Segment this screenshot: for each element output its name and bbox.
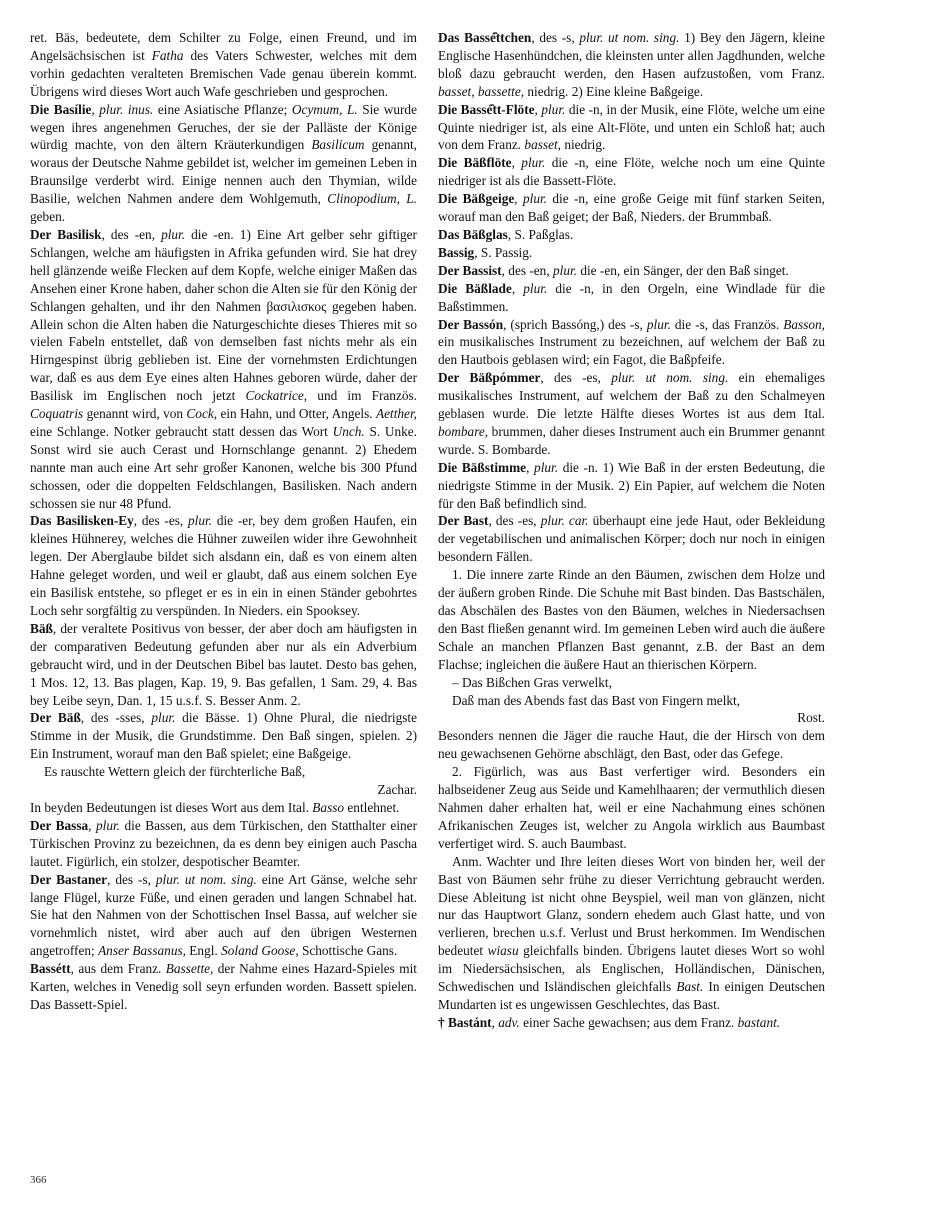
entry-text: eine Art Gänse, welche sehr lange Flügel, kurze Füße, und einen geraden und langen Schnabel hat. Sie hat den Nahmen von der Schottischen Insel Bassa, auf welcher sie vornehmlich nistet, wird aber auch auf den übrigen Westernen angetroffen; — [30, 871, 417, 959]
entry-text: ret. Bäs, bedeutete, dem Schilter zu Folge, einen Freund, und im Angelsächsischen ist — [30, 30, 417, 63]
entry-text: einer Sache gewachsen; aus dem Franz. — [519, 1014, 738, 1030]
entry-text: , des -es, — [133, 513, 189, 529]
entry-text: niedrig. — [561, 137, 606, 153]
italic-term: adv. — [498, 1014, 520, 1030]
entry-text: , — [534, 101, 542, 117]
entry-text: Daß man des Abends fast das Bast von Fingern melkt, — [452, 692, 741, 708]
entry-text: ein Hahn, und Otter, Angels. — [217, 406, 376, 422]
headword: Der Bassist — [438, 262, 502, 278]
entry-text: , — [526, 459, 535, 475]
dictionary-entry — [30, 960, 417, 1014]
dictionary-entry — [30, 871, 417, 961]
entry-text: die -n, in der Musik, eine Flöte, welche um eine Quinte niedriger ist, als eine Alt-Flöte, und unten ein Schloß hat; auch von dem Franz. — [438, 101, 825, 153]
entry-text: , — [91, 101, 100, 117]
entry-text: , — [491, 1014, 499, 1030]
entry-text: , des -s, — [531, 30, 580, 45]
sub-paragraph — [438, 566, 825, 673]
entry-text: Zachar. — [377, 782, 417, 798]
dictionary-entry — [438, 190, 825, 226]
italic-term: Clinopodium, L. — [327, 191, 417, 207]
dictionary-entry — [30, 29, 417, 101]
italic-term: Bast. — [676, 979, 704, 995]
dictionary-entry — [438, 262, 825, 280]
entry-text: eine Asiatische Pflanze; — [153, 101, 292, 117]
italic-term: plur. — [541, 101, 566, 117]
entry-text: die -n, eine große Geige mit fünf starken Seiten, worauf man den Baß geiget; der Baß, Nieders. der Brummbaß. — [438, 191, 825, 225]
italic-term: plur. ut nom. sing. — [611, 370, 729, 386]
headword: Der Basilisk — [30, 226, 102, 242]
italic-term: Soland Goose, — [221, 943, 299, 959]
entry-text: , — [511, 280, 524, 296]
entry-text: Rost. — [797, 710, 825, 726]
italic-term: plur. — [646, 316, 671, 332]
italic-term: basset, bassette, — [438, 83, 525, 99]
headword: Die Basílie — [30, 101, 92, 117]
headword: Die Bäßflöte — [438, 155, 512, 171]
dictionary-entry — [30, 817, 417, 871]
dictionary-entry — [438, 512, 825, 566]
italic-term: Bassette, — [165, 961, 214, 977]
verse-quote — [438, 692, 825, 710]
entry-text: – Das Bißchen Gras verwelkt, — [452, 674, 612, 690]
italic-term: plur. inus. — [99, 101, 154, 117]
entry-text: 2. Figürlich, was aus Bast verfertiger wird. Besonders ein halbseidener Zeug aus Seide und Kamehlhaaren; der vermuthlich diesen Nahmen daher erhalten hat, weil er eine Nachahmung eines schönen Afrikanischen Zeuges ist, welcher zu Angola wirklich aus Baumbast verfertiget wird. S. auch Baumbast. — [438, 764, 825, 851]
entry-text: brummen, daher dieses Instrument auch ein Brummer genannt wurde. S. Bombarde. — [438, 423, 825, 457]
headword: Das Bäßglas — [438, 226, 508, 242]
entry-text: , des -es, — [488, 513, 541, 529]
entry-text: überhaupt eine jede Haut, oder Bekleidung der vegetabilischen und animalischen Körper; doch nur noch in einigen besondern Fällen. — [438, 513, 825, 565]
page-number: 366 — [30, 1174, 47, 1186]
entry-text: gleichfalls binden. Übrigens lautet dieses Wort so wohl im Niedersächsischen, als Englischen, Holländischen, Dänischen, Schwedischen und Isländischen gleichfalls — [438, 943, 825, 995]
entry-text: entlehnet. — [344, 799, 400, 815]
entry-text: , des -sses, — [80, 710, 152, 726]
dictionary-entry — [438, 244, 825, 262]
entry-text: die -n, in den Orgeln, eine Windlade für die Baßstimmen. — [438, 280, 825, 314]
entry-text: , S. Paßglas. — [507, 226, 574, 242]
italic-term: wiasu — [487, 943, 519, 959]
entry-text: ein ehemaliges musikalisches Instrument, auf welchem der Baß zu den Schalmeyen geblasen wurde. Die letzte Hälfte dieses Wortes ist aus dem Ital. — [438, 370, 826, 422]
italic-term: plur. ut nom. sing. — [155, 871, 257, 887]
entry-text: , des -es, — [540, 370, 612, 386]
headword: Das Bassé̂ttchen — [438, 30, 532, 45]
entry-text: In beyden Bedeutungen ist dieses Wort aus dem Ital. — [30, 799, 313, 815]
entry-text: , des -en, — [101, 226, 162, 242]
italic-term: plur. — [522, 191, 548, 207]
entry-text: Anm. Wachter und Ihre leiten dieses Wort von binden her, weil der Bast von Bäumen sehr frühe zu dieser Verrichtung gebraucht werden. Diese Ableitung ist nicht ohne Beyspiel, weil man von glänzen, nicht nur das Hauptwort Glanz, sondern ehedem auch Glast hatte, und von verlieren, brechen u.s.f. Verlust und Brust herkommen. Im Wendischen bedeutet — [438, 853, 825, 959]
italic-term: Basson, — [783, 316, 825, 332]
italic-term: plur. — [95, 817, 121, 833]
italic-term: Basilicum — [311, 137, 365, 153]
headword: Der Bäßpómmer — [438, 370, 541, 386]
quote-attribution — [30, 781, 417, 799]
entry-text: Engl. — [185, 943, 222, 959]
entry-text: 1) Bey den Jägern, kleine Englische Hasenhündchen, die kleinsten unter allen Jagdhunden, welche bloß dazu gebraucht werden, den Hasen aufzustoßen, vom Franz. — [438, 30, 825, 81]
headword: Die Bäßstimme — [438, 459, 527, 475]
entry-text: Sie wurde wegen ihres angenehmen Geruches, der sie der Palläste der Könige würdig machte, von den ältern Kräuterkundigen — [30, 101, 417, 153]
italic-term: plur. ut nom. sing. — [579, 30, 680, 45]
headword: Bassig — [438, 244, 475, 260]
entry-text: In einigen Deutschen Mundarten ist es ungewissen Geschlechtes, das Bast. — [438, 979, 825, 1012]
italic-term: bastant. — [737, 1014, 781, 1030]
italic-term: plur. — [534, 459, 559, 475]
headword: Der Bassa — [30, 817, 89, 833]
dictionary-entry — [438, 1014, 825, 1032]
entry-text: , des -en, — [501, 262, 553, 278]
entry-text: niedrig. 2) Eine kleine Baßgeige. — [524, 83, 704, 99]
italic-term: plur. — [151, 710, 176, 726]
entry-text: , (sprich Bassóng,) des -s, — [503, 316, 647, 332]
quote-attribution — [438, 709, 825, 727]
headword: Bäß — [30, 620, 53, 636]
italic-term: Aetther, — [375, 406, 417, 422]
dictionary-entry — [438, 29, 825, 101]
headword: Die Bäßgeige — [438, 191, 515, 207]
entry-text: genannt wird, von — [83, 406, 187, 422]
dictionary-entry — [438, 226, 825, 244]
headword: Der Bassón — [438, 316, 504, 332]
entry-text: der Nahme eines Hazard-Spieles mit Karten, welches in Venedig soll seyn erfunden worden. Bassett spielen. Das Bassett-Spiel. — [30, 961, 417, 1012]
italic-term: plur. — [188, 513, 213, 529]
italic-term: Anser Bassanus, — [98, 943, 186, 959]
entry-text: die -er, bey dem großen Haufen, ein kleines Hühnerey, welches die Hühner zuweilen wider ihre Gewohnheit legen. Der Aberglaube bildet sich alsdann ein, daß es von einem alten Hahne geleget worden, und weil er glaubt, daß aus einem solchen Eye ein Basilisk entstehe, so pfleget er es in ein in einen Ständer gebohrtes Loch sehr sorgfältig zu verspünden. In Nieders. ein Spooksey. — [30, 513, 417, 618]
dictionary-entry — [30, 101, 417, 226]
entry-text: ein musikalisches Instrument zu bezeichnen, auf welchem der Baß zu den Hautbois geblasen wird; ein Fagot, die Baßpfeife. — [438, 334, 825, 368]
dictionary-entry — [438, 459, 825, 513]
headword: Der Bast — [438, 513, 489, 529]
italic-term: Cock, — [186, 406, 218, 422]
italic-term: bombare, — [438, 423, 489, 439]
italic-term: Fatha — [151, 47, 184, 63]
entry-text: die -en. 1) Eine Art gelber sehr giftiger Schlangen, welche am häufigsten in Afrika gefunden wird. Sie hat drey hell glänzende weiße Flecken auf dem Kopfe, welche einiger Maßen das Ansehen einer Krone haben, daher schon die Alten sie für den König der Schlangen gehalten, und ihr den Nahmen βασιλισκος gegeben haben. Allein schon die Alten haben die Naturgeschichte dieses Thieres mit so vielen Fabeln entstellet, daß von demselben fast nichts mehr als ein Hirngespinst übrig geblieben ist. Eine der vornehmsten Erdichtungen war, daß es aus dem Eye eines alten Hahnes geboren würde, daher der Basilisk im Englischen noch jetzt — [30, 226, 417, 404]
entry-text: , S. Passig. — [474, 244, 533, 260]
entry-text: die -en, ein Sänger, der den Baß singet. — [577, 262, 789, 278]
entry-text: die -n. 1) Wie Baß in der ersten Bedeutung, die niedrigste Stimme in der Musik. 2) Ein Papier, auf welchem die Noten für den Baß befindlich sind. — [438, 459, 825, 511]
entry-text: , aus dem Franz. — [70, 961, 166, 977]
italic-term: plur. — [161, 226, 186, 242]
left-column — [30, 29, 417, 1014]
dictionary-entry — [438, 369, 825, 459]
entry-text: Besonders nennen die Jäger die rauche Haut, die der Hirsch von dem neu gewachsenen Gehörne abschlägt, den Bast, oder das Gefege. — [438, 728, 825, 762]
entry-text: Es rauschte Wettern gleich der fürchterliche Baß, — [44, 764, 306, 780]
entry-text: und im Französ. — [307, 388, 417, 404]
dictionary-entry — [30, 620, 417, 710]
dictionary-entry — [438, 280, 825, 316]
entry-text: , — [514, 191, 523, 207]
italic-term: Cockatrice, — [245, 388, 308, 404]
right-column — [438, 29, 825, 1032]
italic-term: Unch. — [332, 423, 365, 439]
entry-text: eine Schlange. Notker gebraucht statt dessen das Wort — [30, 423, 333, 439]
headword: Die Bassé̂tt-Flöte — [438, 101, 535, 117]
italic-term: plur. car. — [540, 513, 589, 529]
entry-text: genannt, woraus der Deutsche Nahme gebildet ist, welcher im gemeinen Leben in Braunsilge verderbt wird. Einige nennen auch den Thymian, wilde Basilie, welchen Nahmen andere dem Wohlgemuth, — [30, 137, 417, 207]
dictionary-entry — [438, 154, 825, 190]
headword: Bassétt — [30, 961, 71, 977]
headword: Die Bäßlade — [438, 280, 512, 296]
entry-text: die -n, eine Flöte, welche noch um eine Quinte niedriger ist als die Bassett-Flöte. — [438, 155, 825, 189]
dictionary-entry — [438, 316, 825, 370]
entry-text: die Bassen, aus dem Türkischen, den Statthalter einer Türkischen Provinz zu bezeichnen, da es denn bey einigen auch Pascha lautet. Figürlich, ein stolzer, despotischer Beamter. — [30, 817, 418, 869]
verse-quote — [438, 674, 825, 692]
italic-term: plur. — [552, 262, 578, 278]
italic-term: Coquatris — [30, 406, 84, 422]
sub-paragraph — [438, 853, 825, 1014]
italic-term: basset, — [524, 137, 561, 153]
entry-text: Schottische Gans. — [298, 943, 398, 959]
italic-term: plur. — [523, 280, 548, 296]
headword: Der Bastaner — [30, 871, 108, 887]
entry-text: die -s, das Französ. — [670, 316, 784, 332]
entry-text: 1. Die innere zarte Rinde an den Bäumen, zwischen dem Holze und der äußern groben Rinde. Die Schuhe mit Bast binden. Das Bastschälen, das Abschälen des Bastes von den Bäumen, welches in Niedersachsen den Bast fließen genannt wird. Im gemeinen Leben wird auch die äußere Schale an manchen Pflanzen Bast genannt, z.B. der Bast an dem Flachse; ingleichen die äußere Haut an thierischen Körpern. — [438, 567, 825, 672]
sub-paragraph — [438, 763, 825, 853]
entry-text: , — [88, 817, 96, 833]
headword: † Bastánt — [438, 1014, 492, 1030]
entry-text: , der veraltete Positivus von besser, der aber doch am häufigsten in der comparativen Bedeutung gefunden aber nur als ein Adverbium gebraucht wird, und in der Deutschen Bibel bas lautet. Desto bas gehen, 1 Mos. 12, 13. Bas plagen, Kap. 19, 9. Bas gefallen, 1 Sam. 29, 4. Bas bey Leibe seyn, Dan. 1, 15 u.s.f. S. Besser Anm. 2. — [30, 620, 417, 708]
entry-text: , des -s, — [107, 871, 156, 887]
dictionary-entry — [30, 512, 417, 619]
dictionary-entry — [30, 226, 417, 513]
entry-text: S. Unke. Sonst wird sie auch Cerast und Hornschlange genannt. 2) Ehedem nannte man auch eine Art sehr großer Kanonen, welche bis 300 Pfund schossen, oder die doppelten Feldschlangen, Basilisken. Nach andern schossen sie nur 48 Pfund. — [30, 423, 417, 511]
entry-text: die Bässe. 1) Ohne Plural, die niedrigste Stimme in der Musik, die Grundstimme. Den Baß singen, spielen. 2) Ein Instrument, worauf man den Baß spielet; eine Baßgeige. — [30, 710, 417, 762]
dictionary-entry — [438, 727, 825, 763]
dictionary-entry — [30, 799, 417, 817]
headword: Der Bäß — [30, 710, 81, 726]
italic-term: plur. — [521, 155, 546, 171]
dictionary-entry — [30, 709, 417, 763]
entry-text: , — [511, 155, 522, 171]
entry-text: des Vaters Schwester, welches mit dem vorhin gedachten veralteten Bremischen Vade genau überein kommt. Übrigens wird dieses Wort auch Wafe geschrieben und gesprochen. — [30, 47, 417, 99]
italic-term: Basso — [312, 799, 345, 815]
dictionary-entry — [438, 101, 825, 155]
verse-quote — [30, 763, 417, 781]
entry-text: geben. — [30, 209, 66, 225]
italic-term: Ocymum, L. — [291, 101, 358, 117]
headword: Das Basilisken-Ey — [30, 513, 134, 529]
